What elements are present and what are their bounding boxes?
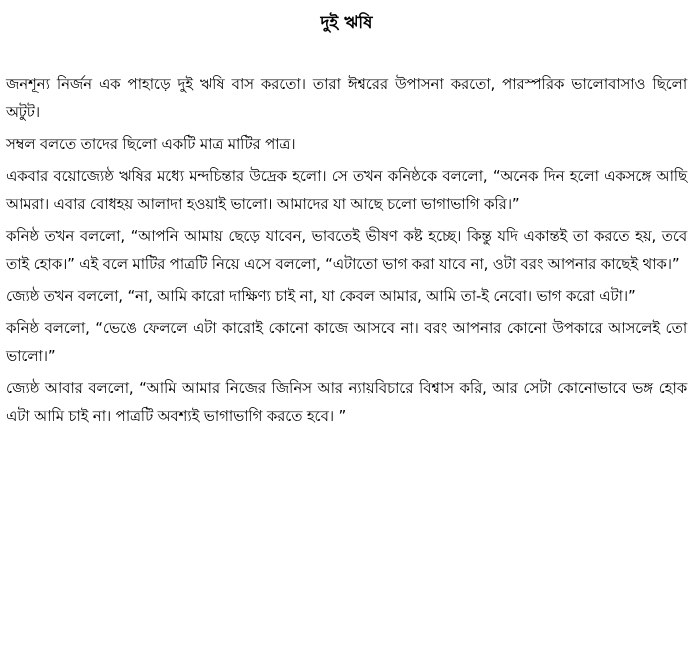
- story-body: [6, 70, 687, 430]
- story-title: দুই ঋষি: [320, 13, 373, 33]
- paragraph-5: জ্যেষ্ঠ তখন বললো, “না, আমি কারো দাক্ষিণ্য চাই না, যা কেবল আমার, আমি তা-ই নেবো। ভাগ করো এটা।”: [6, 287, 636, 305]
- paragraph-6: কনিষ্ঠ বললো, “ভেঙে ফেললে এটা কারোই কোনো কাজে আসবে না। বরং আপনার কোনো উপকারে আসলেই তো ভালো।”: [6, 319, 687, 365]
- paragraph-3: একবার বয়োজ্যেষ্ঠ ঋষির মধ্যে মন্দচিন্তার উদ্রেক হলো। সে তখন কনিষ্ঠকে বললো, “অনেক দিন হলো একসঙ্গে আছি আমরা। এবার বোধহয় আলাদা হওয়াই ভালো। আমাদের যা আছে চলো ভাগাভাগি করি।”: [6, 167, 687, 213]
- paragraph-4: কনিষ্ঠ তখন বললো, “আপনি আমায় ছেড়ে যাবেন, ভাবতেই ভীষণ কষ্ট হচ্ছে। কিন্তু যদি একান্তই তা করতে হয়, তবে তাই হোক।” এই বলে মাটির পাত্রটি নিয়ে এসে বললো, “এটাতো ভাগ করা যাবে না, ওটা বরং আপনার কাছেই থাক।”: [6, 227, 687, 273]
- paragraph-7: জ্যেষ্ঠ আবার বললো, “আমি আমার নিজের জিনিস আর ন্যায়বিচারে বিশ্বাস করি, আর সেটা কোনোভাবে ভঙ্গ হোক এটা আমি চাই না। পাত্রটি অবশ্যই ভাগাভাগি করতে হবে। ”: [6, 379, 687, 425]
- paragraph-2: সম্বল বলতে তাদের ছিলো একটি মাত্র মাটির পাত্র।: [6, 135, 296, 153]
- paragraph-1: জনশূন্য নির্জন এক পাহাড়ে দুই ঋষি বাস করতো। তারা ঈশ্বরের উপাসনা করতো, পারস্পরিক ভালোবাসাও ছিলো অটুট।: [6, 75, 687, 121]
